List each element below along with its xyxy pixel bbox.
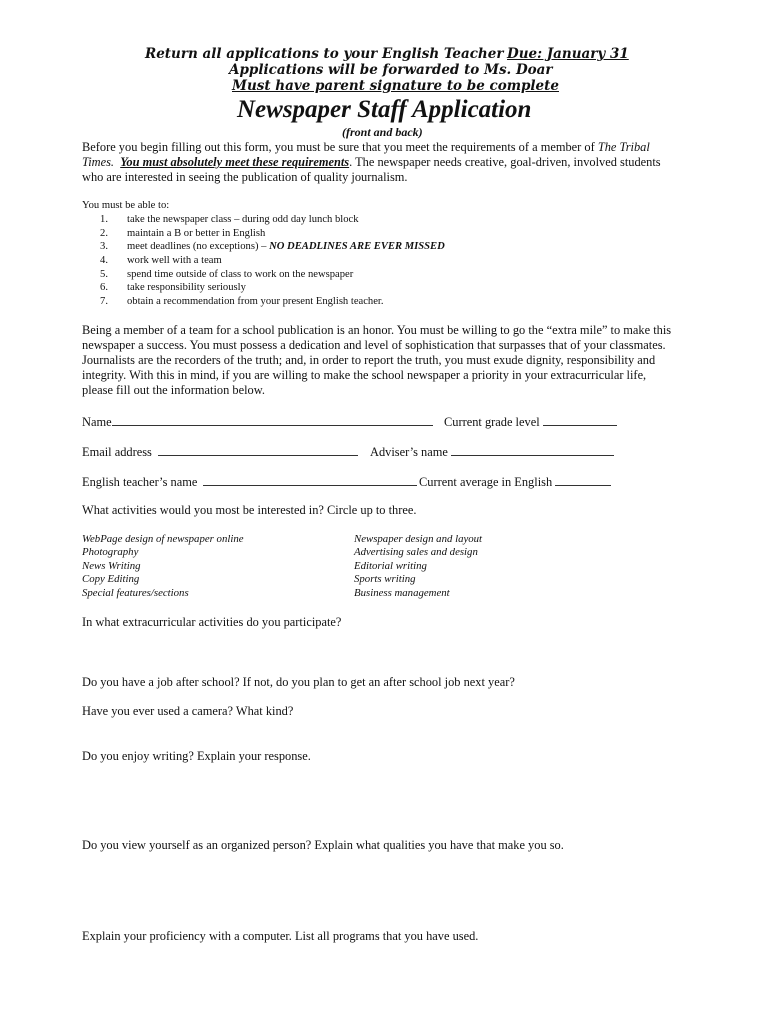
grade-field[interactable] [543,413,617,426]
list-item: 5. spend time outside of class to work on the newspaper [100,268,354,280]
average-row [419,473,611,490]
activity-option[interactable]: WebPage design of newspaper online [82,533,244,545]
adviser-field[interactable] [451,443,614,456]
page-title: Newspaper Staff Application [237,96,532,123]
intro-line-2 [82,155,661,170]
paper-name: The Tribal [597,140,650,154]
activity-option[interactable]: Copy Editing [82,573,140,586]
must-meet-requirements: You must absolutely meet these requirements [120,155,350,169]
list-item: 6. take responsibility seriously [100,282,246,294]
average-field[interactable] [555,473,611,486]
name-field[interactable] [112,413,433,426]
question-camera: Have you ever used a camera? What kind? [82,704,294,718]
activities-question: What activities would you most be interested in? Circle up to three. [82,503,417,517]
activities-left-column [82,533,244,600]
signature-requirement: Must have parent signature to be complete [232,78,559,94]
grade-row [444,413,617,430]
due-date: Due: January 31 [507,46,629,62]
question-job: Do you have a job after school? If not, do you plan to get an after school job next year? [82,675,515,689]
teacher-label: English teacher’s name [82,475,198,489]
grade-label: Current grade level [444,415,540,429]
question-organized: Do you view yourself as an organized person? Explain what qualities you have that make you so. [82,838,564,852]
activities-right-column [354,533,482,600]
name-row [82,413,433,430]
question-computer: Explain your proficiency with a computer. List all programs that you have used. [82,929,479,943]
intro-text-cont: . The newspaper needs creative, goal-driven, involved students [349,155,661,169]
list-item: 2. maintain a B or better in English [100,227,266,239]
activity-option[interactable]: Sports writing [354,573,416,586]
activity-option[interactable]: Special features/sections [82,586,189,599]
list-item: 7. obtain a recommendation from your present English teacher. [100,296,384,308]
email-label: Email address [82,445,152,459]
name-label: Name [82,415,112,429]
honor-line-4: integrity. With this in mind, if you are willing to make the school newspaper a priority in your extracurricular life, [82,368,647,382]
adviser-row [370,443,614,460]
deadline-emphasis: NO DEADLINES ARE EVER MISSED [269,241,445,253]
page-subtitle: (front and back) [342,125,423,139]
honor-line-2: newspaper a success. You must possess a dedication and level of sophistication that surpasses that of your classmates. [82,338,666,352]
honor-line-1: Being a member of a team for a school publication is an honor. You must be willing to go the “extra mile” to make this [82,323,672,337]
activity-option[interactable]: Business management [354,586,450,599]
honor-line-3: Journalists are the recorders of the truth; and, in order to report the truth, you must exude dignity, responsibility and [82,353,656,367]
adviser-label: Adviser’s name [370,445,448,459]
activity-option[interactable]: Editorial writing [354,559,427,572]
forward-instruction: Applications will be forwarded to Ms. Doar [229,62,553,78]
intro-line-3: who are interested in seeing the publication of quality journalism. [82,170,408,184]
average-label: Current average in English [419,475,553,489]
list-item: 1. take the newspaper class – during odd day lunch block [100,214,359,225]
paper-name-cont: Times. [82,155,115,169]
activity-option[interactable]: News Writing [82,559,141,572]
activity-option[interactable]: Photography [82,546,139,559]
intro-line-1 [82,140,650,155]
activity-option[interactable]: Advertising sales and design [354,546,478,559]
activity-option[interactable]: Newspaper design and layout [354,533,483,545]
intro-text: Before you begin filling out this form, you must be sure that you meet the requirements of a member of [82,140,598,154]
requirements-list [88,213,445,309]
list-item: 4. work well with a team [100,255,222,267]
question-extracurricular: In what extracurricular activities do you participate? [82,615,342,629]
requirements-heading: You must be able to: [82,200,170,211]
teacher-field[interactable] [203,473,417,486]
return-instruction: Return all applications to your English Teacher [145,46,504,62]
teacher-row [82,473,417,490]
email-row [82,443,358,460]
email-field[interactable] [158,443,358,456]
list-item: 3. meet deadlines (no exceptions) – NO DEADLINES ARE EVER MISSED [100,241,445,253]
question-writing: Do you enjoy writing? Explain your response. [82,749,311,763]
honor-line-5: please fill out the information below. [82,383,265,397]
